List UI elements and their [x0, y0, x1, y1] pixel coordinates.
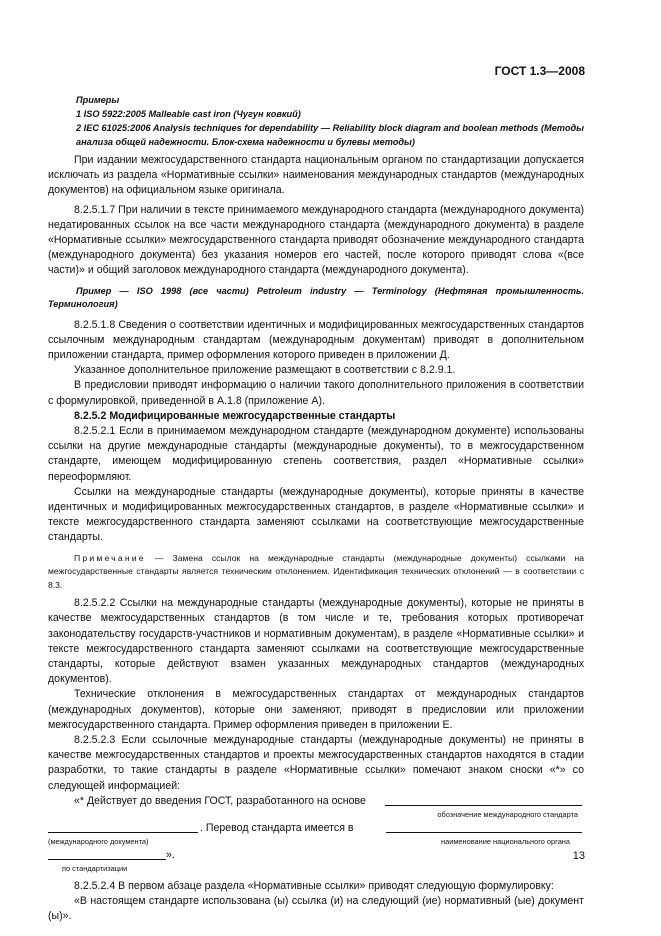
footnote-caption-3 [48, 863, 584, 875]
section-heading-8-2-5-2: 8.2.5.2 Модифицированные межгосударственные стандарты [74, 409, 396, 422]
paragraph: Указанное дополнительное приложение размещают в соответствии с 8.2.9.1. [74, 364, 456, 377]
footnote-caption-2 [48, 836, 584, 848]
form-caption-2-right: наименование национального органа [441, 836, 570, 846]
footnote-form-line-1 [48, 794, 584, 809]
form-caption-3: по стандартизации [62, 863, 128, 873]
document-body [48, 93, 584, 924]
examples-title: Примеры [76, 95, 120, 105]
paragraph: Ссылки на международные стандарты (международные документы), которые приняты в качестве идентичных и модифицированных межгосударственных стандартов, в разделе «Нормативные ссылки» и тексте межгосударственного стандарта заменяют ссылками на соответствующие межгосударственные стандарты. [48, 485, 584, 544]
standard-code-header: ГОСТ 1.3—2008 [494, 64, 585, 78]
paragraph: «В настоящем стандарте использована (ы) ссылка (и) на следующий (ие) нормативный (ые) документ (ы)». [48, 895, 584, 923]
example-item-2: 2 IEC 61025:2006 Analysis techniques for dependability — Reliability block diagram and boolean methods (Методы анализа общей надежности. Блок-схема надежности и булевы методы) [76, 123, 584, 147]
clause-8-2-5-1-8: 8.2.5.1.8 Сведения о соответствии идентичных и модифицированных межгосударственных стандартов ссылочным международным стандартам (международным документам) приводят в дополнительном приложении стандарта, пример оформления которого приведен в приложении Д. [48, 318, 584, 362]
clause-8-2-5-2-2: 8.2.5.2.2 Ссылки на международные стандарты (международные документы), которые не приняты в качестве межгосударственных стандартов (в том числе и те, требования которых противоречат законодательству государств-участников и нормативным документам), в разделе «Нормативные ссылки» и тексте межгосударственного стандарта заменяют ссылками на соответствующие межгосударственные стандарты, которые действуют взамен указанных международных стандартов (международных документов). [48, 597, 584, 686]
form-caption-1: обозначение международного стандарта [437, 809, 578, 819]
paragraph: Технические отклонения в межгосударственных стандартах от международных стандартов (международных документов), которые они заменяют, приводят в предисловии или приложении межгосударственного стандарта. Пример оформления приведен в приложении Е. [48, 688, 584, 731]
page-number: 13 [572, 850, 585, 862]
footnote-form-line-2 [48, 821, 584, 836]
form-blank-3 [386, 821, 582, 833]
paragraph: При издании межгосударственного стандарта национальным органом по стандартизации допускается исключать из раздела «Нормативные ссылки» наименования международных стандартов (международных документов) на официальном языке оригинала. [48, 154, 584, 197]
note-label: Примечание [74, 552, 146, 563]
clause-8-2-5-2-3: 8.2.5.2.3 Если ссылочные международные стандарты (международные документы) не приняты в качестве межгосударственных стандартов и проекты межгосударственных стандартов находятся в стадии разработки, то такие стандарты в разделе «Нормативные ссылки» помечают знаком сноски «*» со следующей информацией: [48, 734, 584, 792]
form-blank-1 [385, 794, 582, 806]
footnote-form-line-3 [48, 848, 584, 863]
example-item-1: 1 ISO 5922:2005 Malleable cast iron (Чугун ковкий) [76, 109, 301, 119]
note-text: — Замена ссылок на международные стандарты (международные документы) ссылками на межгосударственные стандарты является техническим отклонением. Идентификация технических отклонений — в соответствии с 8.3. [48, 552, 584, 590]
paragraph: В предисловии приводят информацию о наличии такого дополнительного приложения в соответствии с формулировкой, приведенной в А.1.8 (приложение А). [48, 379, 584, 407]
form-text-1: «* Действует до введения ГОСТ, разработанного на основе [74, 794, 366, 807]
form-text-2: . Перевод стандарта имеется в [200, 821, 354, 834]
form-blank-2 [48, 821, 198, 833]
form-text-3: ». [166, 848, 175, 861]
clause-8-2-5-2-1: 8.2.5.2.1 Если в принимаемом международном стандарте (международном документе) использованы ссылки на другие международные стандарты (международные документы), то в межгосударственном стандарте, имеющем модифицированную степень соответствия, раздел «Нормативные ссылки» переоформляют. [48, 425, 584, 483]
example-iso-1998: Пример — ISO 1998 (все части) Petroleum industry — Terminology (Нефтяная промышленность. Терминология) [48, 285, 584, 310]
clause-8-2-5-2-4: 8.2.5.2.4 В первом абзаце раздела «Нормативные ссылки» приводят следующую формулировку: [74, 879, 554, 892]
footnote-caption-1 [48, 809, 584, 821]
clause-8-2-5-1-7: 8.2.5.1.7 При наличии в тексте принимаемого международного стандарта (международного документа) недатированных ссылок на все части международного стандарта (международного документа) в разделе «Нормативные ссылки» межгосударственного стандарта приводят обозначение международного стандарта (международного документа) без указания номеров его частей, после которого приводят слова «(все части)» и общий заголовок международного стандарта (международного документа). [48, 203, 584, 277]
form-caption-2-left: (международного документа) [48, 836, 149, 846]
form-blank-4 [48, 848, 166, 860]
note [48, 552, 584, 593]
